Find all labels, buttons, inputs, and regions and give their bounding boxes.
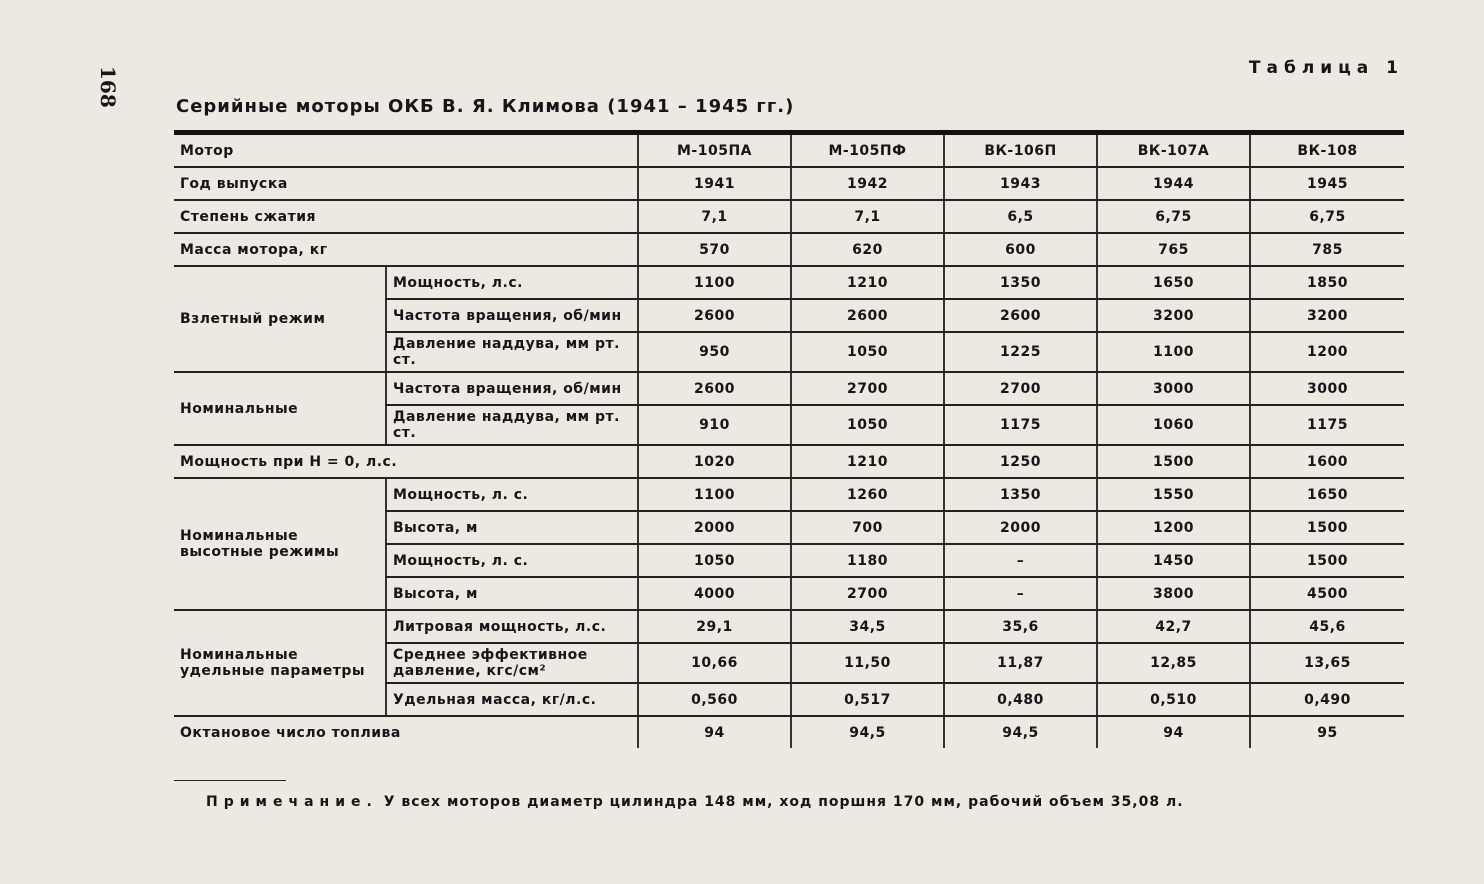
table-cell: 94 (638, 716, 791, 748)
table-cell: 1650 (1250, 478, 1404, 511)
motor-header: Мотор (174, 133, 638, 168)
table-cell: 950 (638, 332, 791, 372)
footnote-rule (174, 780, 286, 781)
table-cell: 2700 (944, 372, 1097, 405)
table-cell: – (944, 544, 1097, 577)
table-cell: 10,66 (638, 643, 791, 683)
table-cell: – (944, 577, 1097, 610)
table-cell: 0,480 (944, 683, 1097, 716)
row-label: Мощность, л. с. (386, 544, 638, 577)
table-cell: 6,75 (1097, 200, 1250, 233)
table-cell: 1941 (638, 167, 791, 200)
table-cell: 570 (638, 233, 791, 266)
table-cell: 1210 (791, 266, 944, 299)
row-label: Мощность, л. с. (386, 478, 638, 511)
table-row (174, 372, 1404, 405)
table-cell: 4000 (638, 577, 791, 610)
table-cell: 1100 (638, 478, 791, 511)
table-cell: 1650 (1097, 266, 1250, 299)
row-label: Год выпуска (174, 167, 638, 200)
row-label: Давление наддува, мм рт. ст. (386, 405, 638, 445)
table-cell: 1020 (638, 445, 791, 478)
row-label: Среднее эффективное давление, кгс/см² (386, 643, 638, 683)
row-label: Октановое число топлива (180, 724, 401, 741)
table-cell: 1100 (1097, 332, 1250, 372)
table-cell: 1175 (944, 405, 1097, 445)
table-cell: 1850 (1250, 266, 1404, 299)
table-cell: 42,7 (1097, 610, 1250, 643)
table-cell: 3000 (1250, 372, 1404, 405)
row-label: Высота, м (386, 511, 638, 544)
table-cell: 1500 (1097, 445, 1250, 478)
table-cell: 2600 (791, 299, 944, 332)
row-label: Частота вращения, об/мин (386, 299, 638, 332)
table-cell: 12,85 (1097, 643, 1250, 683)
row-label: Степень сжатия (174, 200, 638, 233)
page-number: 168 (96, 66, 120, 108)
table-row (174, 716, 1404, 748)
table-cell: 1175 (1250, 405, 1404, 445)
table-cell: 1500 (1250, 511, 1404, 544)
table-cell: 2600 (944, 299, 1097, 332)
engine-header: М-105ПФ (791, 133, 944, 168)
engine-spec-table (174, 130, 1404, 748)
table-cell: 1944 (1097, 167, 1250, 200)
group-label: Номинальные удельные параметры (174, 610, 386, 716)
table-cell: 1500 (1250, 544, 1404, 577)
table-cell: 2700 (791, 577, 944, 610)
table-row (174, 233, 1404, 266)
table-cell: 1600 (1250, 445, 1404, 478)
table-cell: 7,1 (791, 200, 944, 233)
table-cell: 1350 (944, 478, 1097, 511)
header-row (174, 133, 1404, 168)
table-cell: 4500 (1250, 577, 1404, 610)
table-cell: 2600 (638, 299, 791, 332)
table-cell: 1050 (791, 405, 944, 445)
table-cell: 0,490 (1250, 683, 1404, 716)
table-cell: 94,5 (791, 716, 944, 748)
table-cell: 3200 (1097, 299, 1250, 332)
table-cell: 94,5 (944, 716, 1097, 748)
row-label: Частота вращения, об/мин (386, 372, 638, 405)
table-cell: 1942 (791, 167, 944, 200)
table-cell: 13,65 (1250, 643, 1404, 683)
table-title: Серийные моторы ОКБ В. Я. Климова (1941 – 1945 гг.) (176, 96, 795, 117)
table-cell: 620 (791, 233, 944, 266)
table-cell: 2700 (791, 372, 944, 405)
table-cell: 6,5 (944, 200, 1097, 233)
table-cell: 29,1 (638, 610, 791, 643)
table-cell: 1210 (791, 445, 944, 478)
table-cell: 0,517 (791, 683, 944, 716)
row-label: Удельная масса, кг/л.с. (386, 683, 638, 716)
table-cell: 600 (944, 233, 1097, 266)
table-cell: 1250 (944, 445, 1097, 478)
table-cell: 1450 (1097, 544, 1250, 577)
row-label: Мощность, л.с. (386, 266, 638, 299)
table-cell: 1225 (944, 332, 1097, 372)
table-label: Таблица 1 (1248, 58, 1404, 78)
table-cell: 700 (791, 511, 944, 544)
table-cell: 1550 (1097, 478, 1250, 511)
row-label: Масса мотора, кг (174, 233, 638, 266)
table-cell: 7,1 (638, 200, 791, 233)
table-row (174, 266, 1404, 299)
row-label: Мощность при H = 0, л.с. (174, 445, 638, 478)
row-label: Литровая мощность, л.с. (386, 610, 638, 643)
group-label: Номинальные (174, 372, 386, 445)
table-note (206, 794, 1184, 810)
table-cell: 45,6 (1250, 610, 1404, 643)
table-cell: 1350 (944, 266, 1097, 299)
table-cell: 910 (638, 405, 791, 445)
table-cell: 0,560 (638, 683, 791, 716)
table-cell: 0,510 (1097, 683, 1250, 716)
table-cell: 11,87 (944, 643, 1097, 683)
table-cell: 3000 (1097, 372, 1250, 405)
group-label: Взлетный режим (174, 266, 386, 372)
note-text: У всех моторов диаметр цилиндра 148 мм, ход поршня 170 мм, рабочий объем 35,08 л. (383, 794, 1184, 810)
engine-header: ВК-107А (1097, 133, 1250, 168)
table-cell: 2600 (638, 372, 791, 405)
table-cell: 2000 (944, 511, 1097, 544)
engine-header: ВК-106П (944, 133, 1097, 168)
table-cell: 1060 (1097, 405, 1250, 445)
table-cell: 3800 (1097, 577, 1250, 610)
table-cell: 1050 (638, 544, 791, 577)
table-cell: 1050 (791, 332, 944, 372)
table-cell: 1260 (791, 478, 944, 511)
note-lead: Примечание. (206, 794, 378, 810)
engine-header: М-105ПА (638, 133, 791, 168)
row-label: Давление наддува, мм рт. ст. (386, 332, 638, 372)
table-cell: 1200 (1250, 332, 1404, 372)
table-cell: 1945 (1250, 167, 1404, 200)
table-cell: 765 (1097, 233, 1250, 266)
table-cell: 1100 (638, 266, 791, 299)
table-cell: 35,6 (944, 610, 1097, 643)
table-cell: 1200 (1097, 511, 1250, 544)
table-cell: 94 (1097, 716, 1250, 748)
table-cell: 6,75 (1250, 200, 1404, 233)
table-cell: 34,5 (791, 610, 944, 643)
row-label: Высота, м (386, 577, 638, 610)
table-cell: 1943 (944, 167, 1097, 200)
table-cell: 785 (1250, 233, 1404, 266)
engine-header: ВК-108 (1250, 133, 1404, 168)
group-label: Номинальные высотные режимы (174, 478, 386, 610)
table-cell: 95 (1250, 716, 1404, 748)
table-row (174, 167, 1404, 200)
table-cell: 2000 (638, 511, 791, 544)
table-cell: 1180 (791, 544, 944, 577)
table-row (174, 445, 1404, 478)
table-row (174, 478, 1404, 511)
table-row (174, 200, 1404, 233)
table-cell: 11,50 (791, 643, 944, 683)
table-row (174, 610, 1404, 643)
table-cell: 3200 (1250, 299, 1404, 332)
